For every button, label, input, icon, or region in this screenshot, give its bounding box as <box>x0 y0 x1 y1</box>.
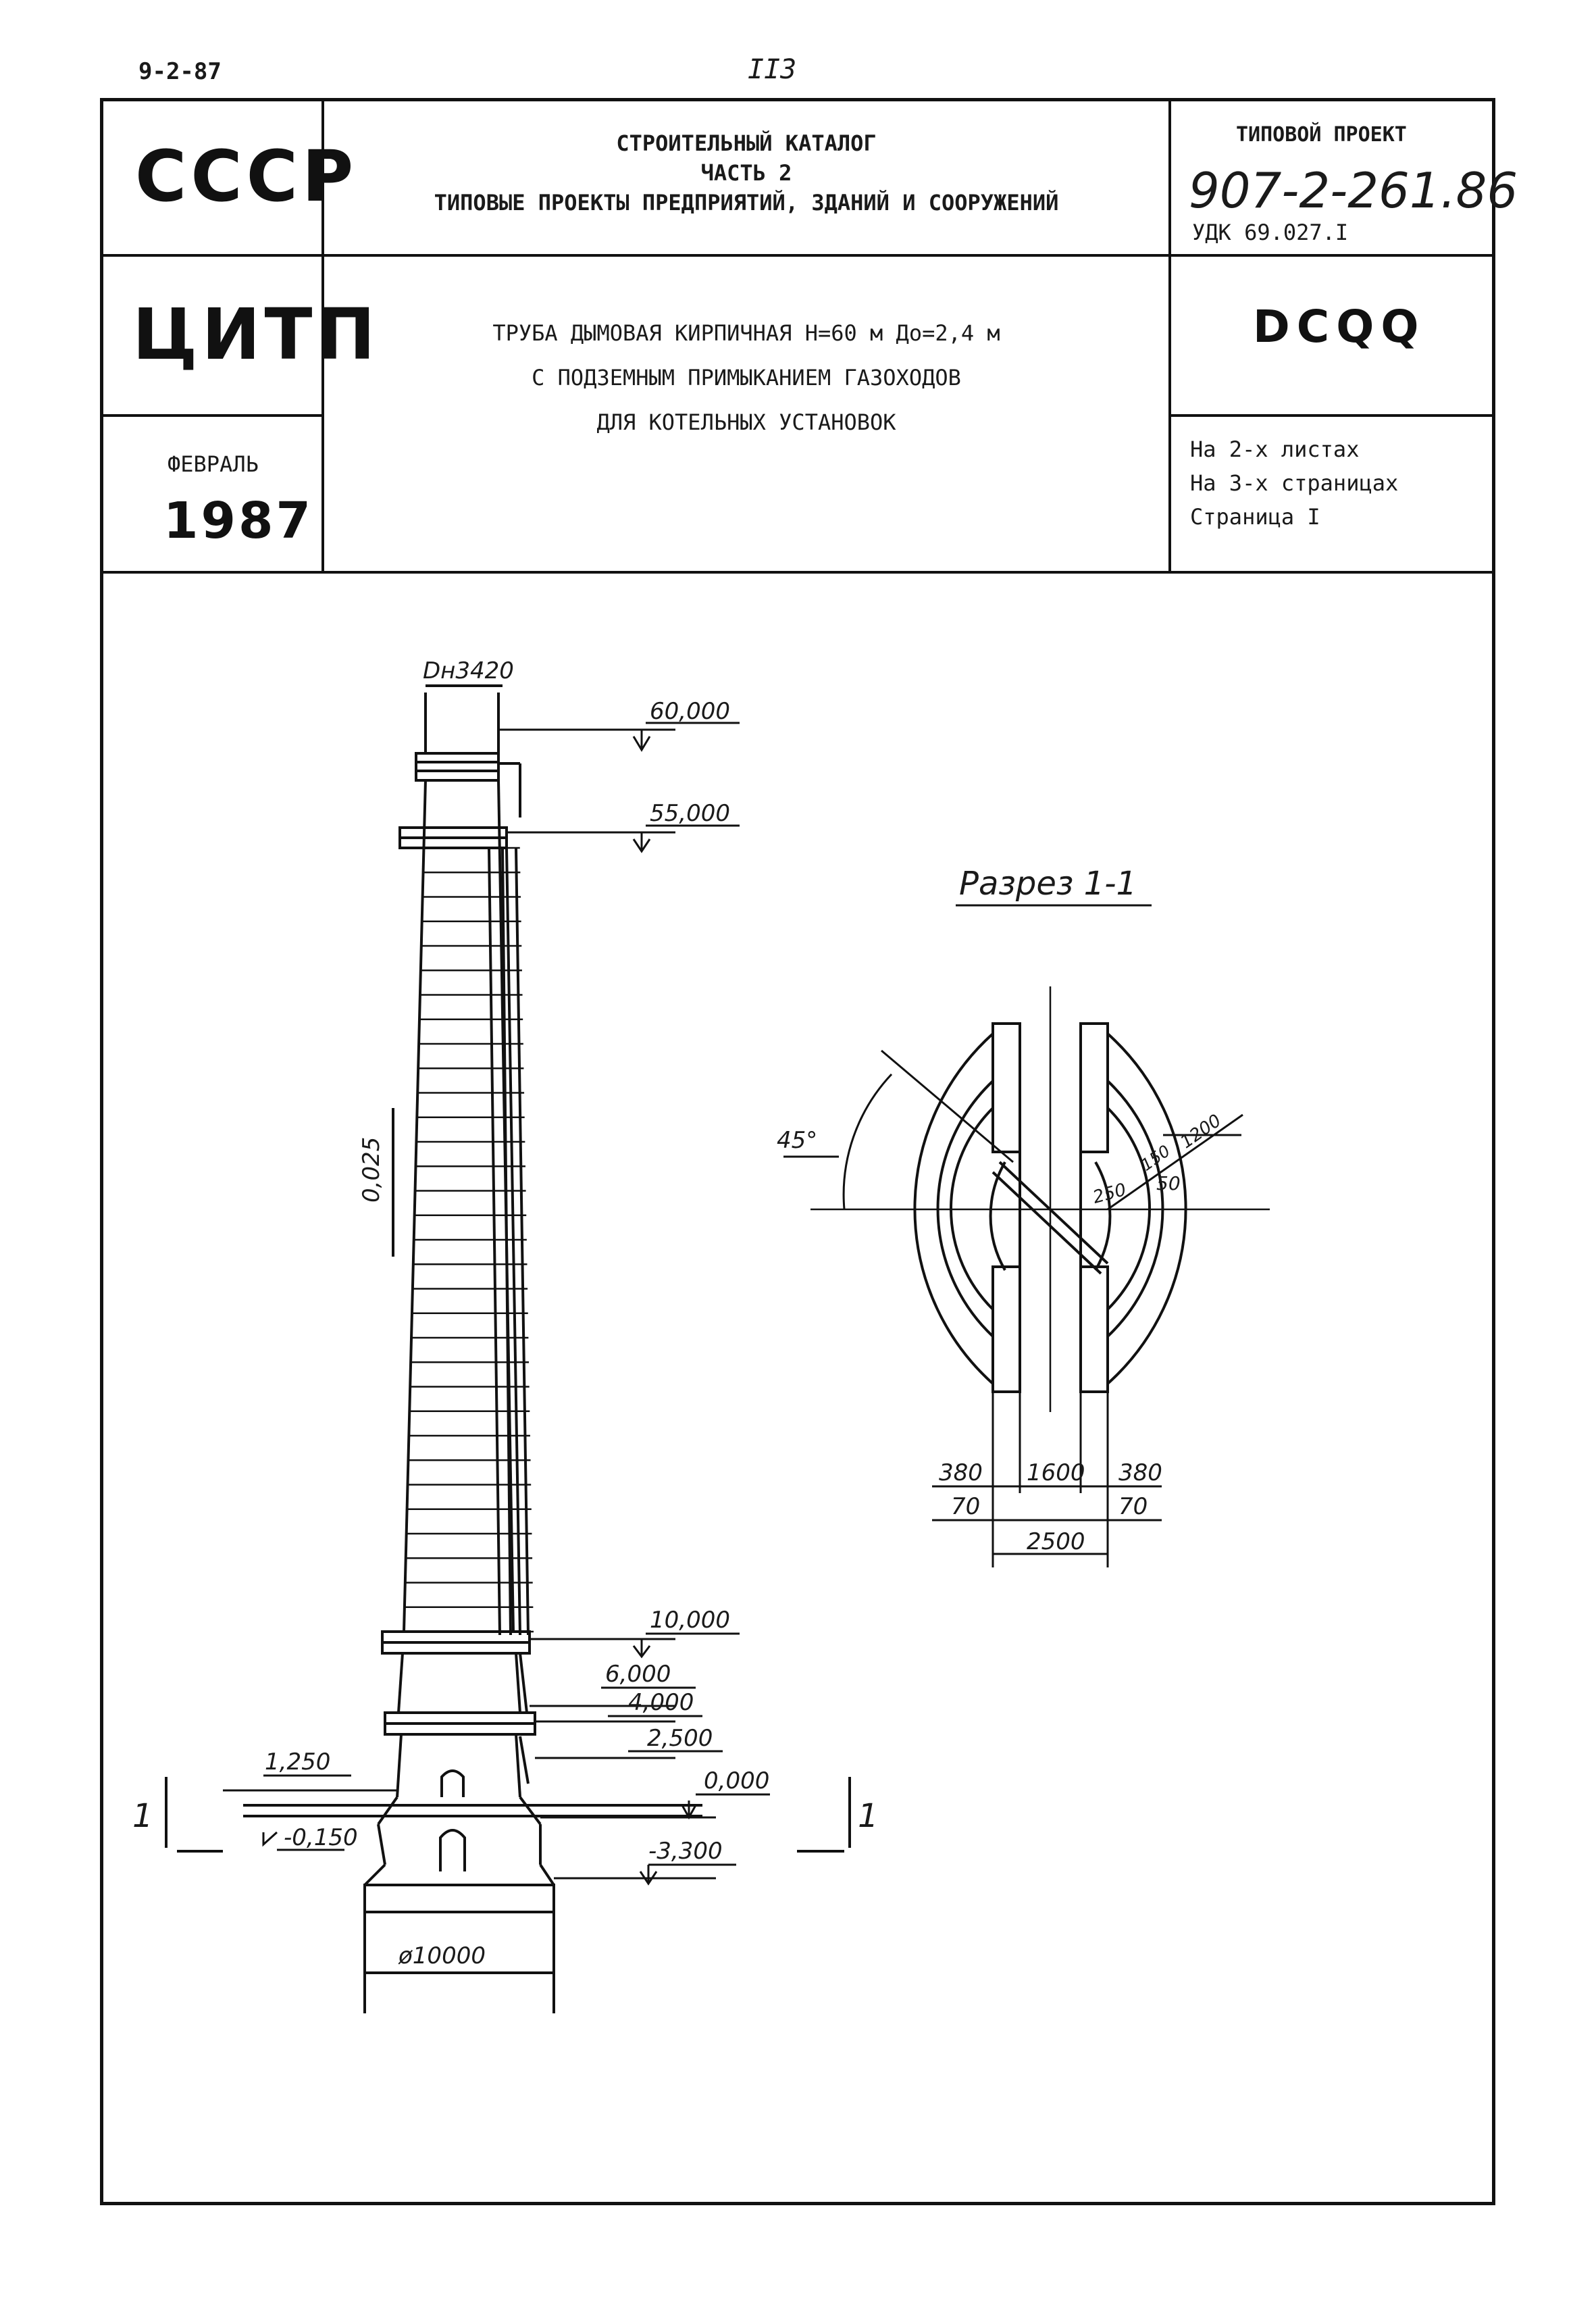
section-title: Разрез 1-1 <box>959 865 1137 903</box>
level-1-25: 1,250 <box>265 1749 331 1776</box>
dim-150: 150 <box>1137 1141 1174 1175</box>
catalog-title: СТРОИТЕЛЬНЫЙ КАТАЛОГ <box>616 130 877 156</box>
level-10: 10,000 <box>650 1607 730 1634</box>
dim-1600: 1600 <box>1027 1459 1085 1486</box>
org-label: ЦИТП <box>132 293 380 376</box>
level-6: 6,000 <box>605 1661 671 1688</box>
project-label: ТИПОВОЙ ПРОЕКТ <box>1236 123 1407 147</box>
page-number: II3 <box>748 54 797 85</box>
dim-380-right: 380 <box>1118 1459 1162 1486</box>
page-reference: Страница I <box>1190 504 1320 530</box>
level-4: 4,000 <box>628 1689 694 1716</box>
object-line-2: С ПОДЗЕМНЫМ ПРИМЫКАНИЕМ ГАЗОХОДОВ <box>532 365 961 391</box>
year-label: 1987 <box>163 492 313 550</box>
level-2-5: 2,500 <box>647 1725 713 1752</box>
date-code: 9-2-87 <box>138 58 222 85</box>
dim-1200: 1200 <box>1177 1110 1225 1153</box>
object-line-1: ТРУБА ДЫМОВАЯ КИРПИЧНАЯ Н=60 м До=2,4 м <box>492 320 1000 346</box>
section-mark-right: 1 <box>858 1797 879 1835</box>
slope-label: 0,025 <box>358 1136 385 1203</box>
project-number: 907-2-261.86 <box>1189 162 1518 219</box>
level-0: 0,000 <box>704 1767 770 1794</box>
udk-label: УДК 69.027.I <box>1192 220 1349 245</box>
object-line-3: ДЛЯ КОТЕЛЬНЫХ УСТАНОВОК <box>596 409 896 435</box>
dim-50: 50 <box>1156 1172 1181 1194</box>
month-label: ФЕВРАЛЬ <box>168 451 259 477</box>
dim-250: 250 <box>1090 1180 1129 1208</box>
sheets-count: На 2-х листах <box>1190 436 1360 462</box>
top-diameter-label: Dн3420 <box>423 657 514 684</box>
catalog-subtitle: ТИПОВЫЕ ПРОЕКТЫ ПРЕДПРИЯТИЙ, ЗДАНИЙ И СООРУЖЕНИЙ <box>434 190 1059 216</box>
level-60: 60,000 <box>650 698 730 725</box>
pages-count: На 3-х страницах <box>1190 470 1399 496</box>
catalog-part: ЧАСТЬ 2 <box>700 160 792 186</box>
level-55: 55,000 <box>650 800 730 827</box>
dim-2500: 2500 <box>1027 1528 1085 1555</box>
angle-label: 45° <box>777 1127 818 1154</box>
section-mark-left: 1 <box>132 1797 153 1835</box>
dim-380-left: 380 <box>939 1459 983 1486</box>
dim-70-left: 70 <box>951 1493 981 1520</box>
base-diameter-label: ø10000 <box>398 1942 486 1969</box>
project-code: DCQQ <box>1253 301 1426 353</box>
country-label: СССР <box>135 135 358 218</box>
level-minus-3-3: -3,300 <box>648 1838 723 1865</box>
dim-70-right: 70 <box>1118 1493 1148 1520</box>
level-minus-0-15: -0,150 <box>284 1824 358 1851</box>
